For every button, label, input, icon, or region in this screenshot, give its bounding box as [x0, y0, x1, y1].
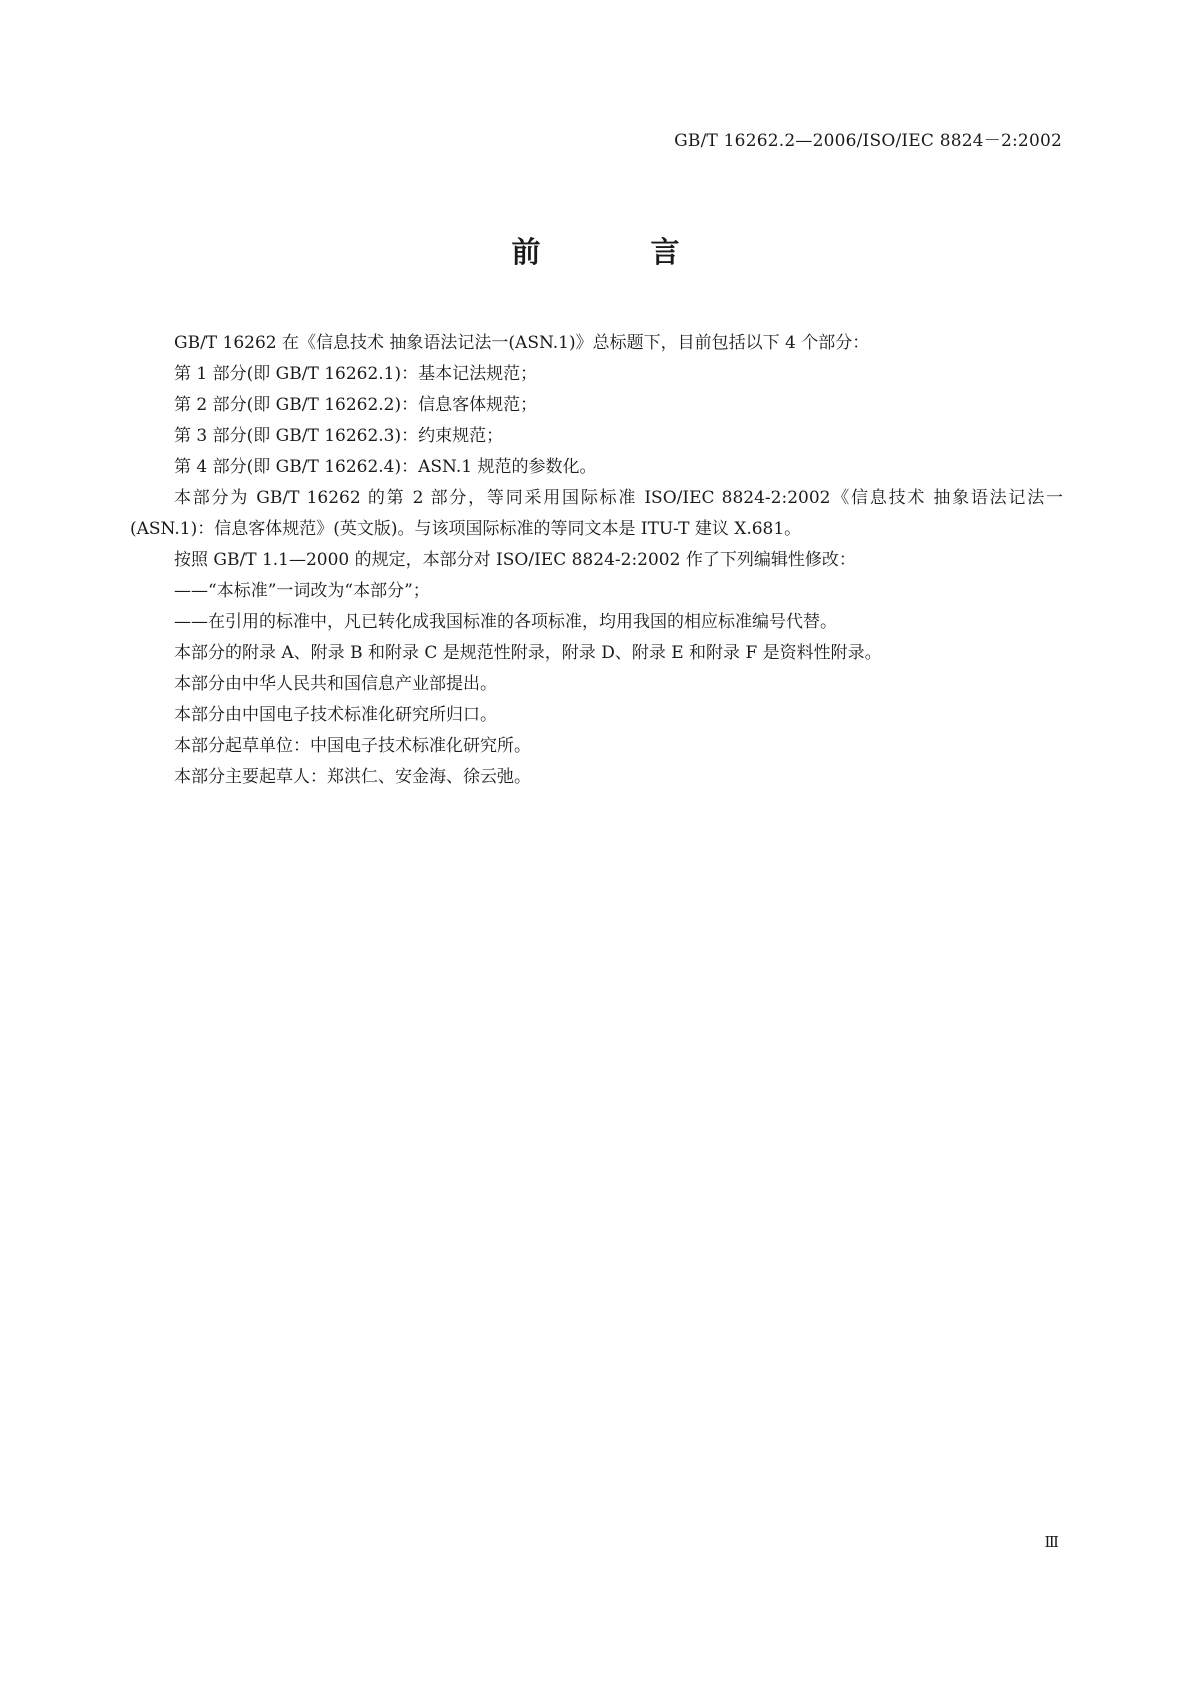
paragraph: 本部分由中华人民共和国信息产业部提出。 [174, 674, 497, 694]
paragraph: 第 4 部分(即 GB/T 16262.4)：ASN.1 规范的参数化。 [174, 457, 597, 477]
paragraph: GB/T 16262 在《信息技术 抽象语法记法一(ASN.1)》总标题下，目前包括以下 4 个部分： [174, 333, 870, 353]
page-number: Ⅲ [1044, 1533, 1058, 1551]
paragraph: ——在引用的标准中，凡已转化成我国标准的各项标准，均用我国的相应标准编号代替。 [174, 612, 837, 632]
standard-code-header: GB/T 16262.2—2006/ISO/IEC 8824－2:2002 [674, 131, 1062, 151]
paragraph: 第 2 部分(即 GB/T 16262.2)：信息客体规范； [174, 395, 538, 415]
foreword-body [130, 328, 1063, 793]
paragraph: 按照 GB/T 1.1—2000 的规定，本部分对 ISO/IEC 8824-2:2002 作了下列编辑性修改： [174, 550, 856, 570]
paragraph: 本部分由中国电子技术标准化研究所归口。 [174, 705, 497, 725]
paragraph: 本部分起草单位：中国电子技术标准化研究所。 [174, 736, 531, 756]
paragraph: 本部分为 GB/T 16262 的第 2 部分，等同采用国际标准 ISO/IEC 8824-2:2002《信息技术 抽象语法记法一(ASN.1)：信息客体规范》(英文版)。与该项国际标准的等同文本是 ITU-T 建议 X.681。 [130, 488, 1063, 539]
paragraph: ——“本标准”一词改为“本部分”； [174, 581, 430, 601]
paragraph: 第 3 部分(即 GB/T 16262.3)：约束规范； [174, 426, 504, 446]
paragraph: 本部分的附录 A、附录 B 和附录 C 是规范性附录，附录 D、附录 E 和附录 F 是资料性附录。 [174, 643, 882, 663]
page-title: 前 言 [511, 235, 730, 269]
paragraph: 第 1 部分(即 GB/T 16262.1)：基本记法规范； [174, 364, 538, 384]
paragraph: 本部分主要起草人：郑洪仁、安金海、徐云弛。 [174, 767, 531, 787]
